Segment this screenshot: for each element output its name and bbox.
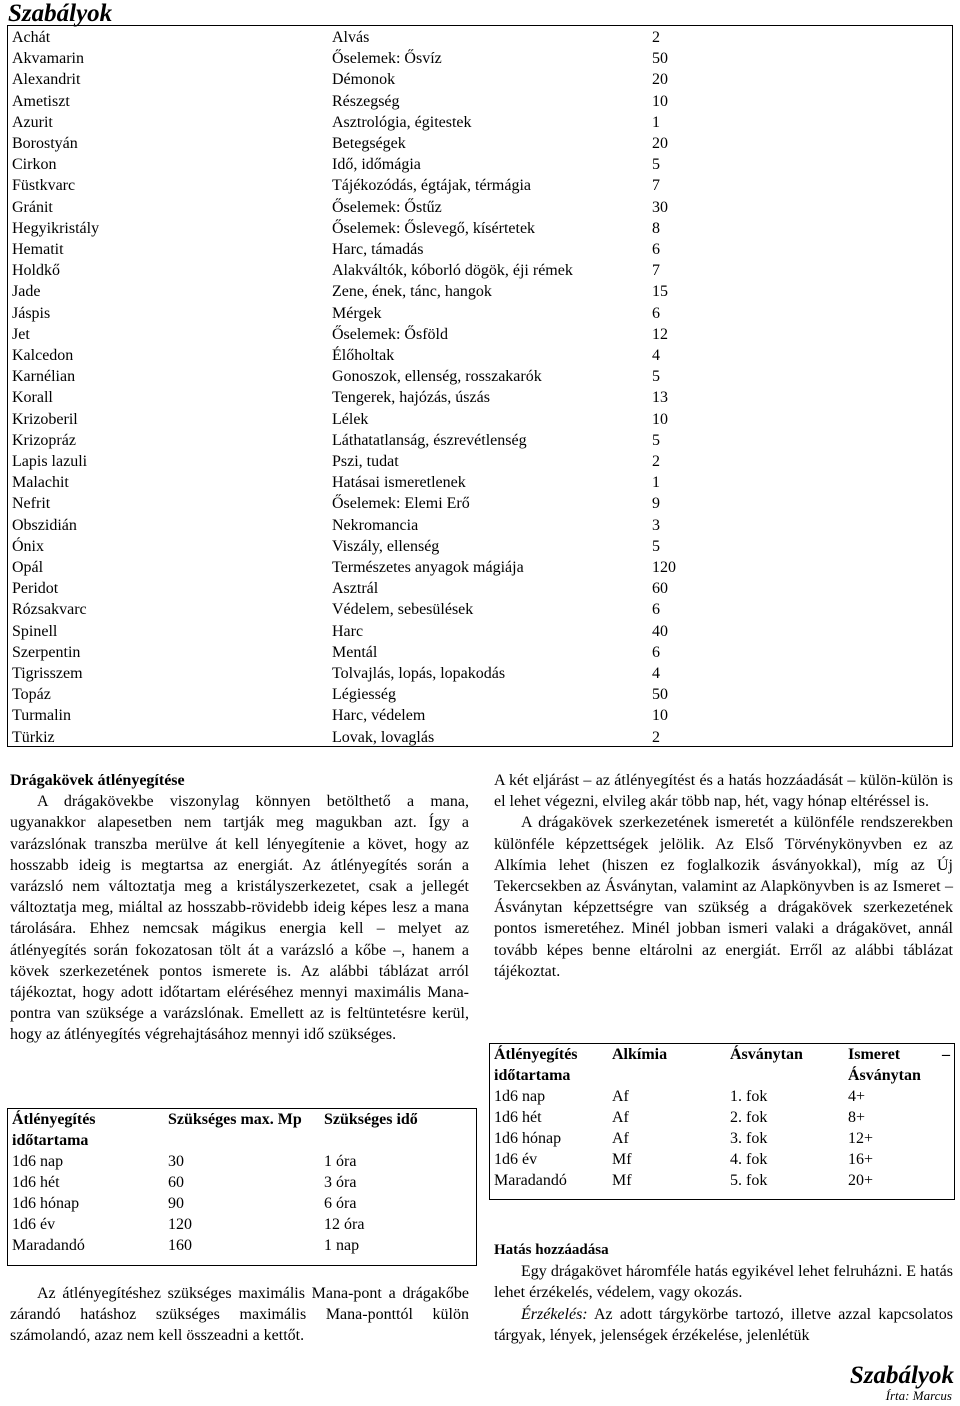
attunement-row-cell: 1d6 nap: [12, 1153, 64, 1170]
gem-domain: Védelem, sebesülések: [332, 601, 474, 619]
gem-domain: Őselemek: Őstűz: [332, 198, 442, 216]
gem-name: Achát: [12, 29, 51, 46]
knowledge-row-cell: 1d6 hét: [494, 1109, 542, 1126]
gem-name: Borostyán: [12, 135, 78, 152]
perception-label: Érzékelés:: [521, 1305, 588, 1323]
gem-value: 7: [652, 262, 660, 280]
knowledge-row-cell: 1d6 nap: [494, 1088, 546, 1105]
gem-name: Holdkő: [12, 262, 60, 280]
attunement-row-cell: Maradandó: [12, 1237, 85, 1254]
gem-name: Peridot: [12, 580, 59, 598]
knowledge-row-cell: 1d6 hónap: [494, 1130, 562, 1147]
gem-value: 20: [652, 135, 668, 152]
gem-domain: Mérgek: [332, 304, 382, 322]
gem-domain: Asztrológia, égitestek: [332, 113, 472, 131]
knowledge-row-cell: Af: [612, 1109, 629, 1126]
gem-value: 10: [652, 410, 668, 428]
gem-name: Kalcedon: [12, 347, 74, 364]
gem-value: 6: [652, 601, 660, 619]
knowledge-row-cell: 3. fok: [730, 1130, 768, 1147]
attunement-row-cell: 1d6 hét: [12, 1174, 60, 1191]
gem-domain: Harc, védelem: [332, 707, 426, 725]
gem-value: 6: [652, 304, 660, 322]
gem-name: Hematit: [12, 241, 64, 258]
gem-domain: Alvás: [332, 29, 370, 46]
gem-name: Ametiszt: [12, 92, 70, 110]
attunement-row-cell: 1d6 hónap: [12, 1195, 80, 1212]
attunement-table: [8, 1109, 476, 1256]
gem-domain: Zene, ének, tánc, hangok: [332, 283, 492, 301]
gem-name: Azurit: [12, 113, 53, 131]
knowledge-row: [490, 1086, 954, 1107]
gem-domain: Természetes anyagok mágiája: [332, 559, 524, 576]
attunement-table-header: Szükséges idő: [324, 1111, 418, 1128]
gem-name: Rózsakvarc: [12, 601, 87, 619]
gem-value: 15: [652, 283, 668, 301]
gem-name: Füstkvarc: [12, 177, 76, 195]
gem-domain: Élőholtak: [332, 347, 395, 364]
gem-name: Topáz: [12, 686, 51, 704]
gem-domain: Harc, támadás: [332, 241, 424, 258]
knowledge-table-header: Alkímia: [612, 1046, 668, 1063]
gem-value: 40: [652, 622, 668, 640]
gem-value: 1: [652, 113, 660, 131]
knowledge-row-cell: 20+: [848, 1172, 874, 1189]
gem-value: 1: [652, 474, 660, 492]
gem-value: 30: [652, 198, 668, 216]
footer-author: Írta: Marcus: [885, 1388, 952, 1403]
gem-name: Opál: [12, 559, 44, 576]
attunement-row-cell: 12 óra: [324, 1216, 365, 1233]
knowledge-row-cell: 12+: [848, 1130, 874, 1147]
attunement-paragraph: A drágakövekbe viszonylag könnyen betölthető a mana, ugyanakkor alapesetben nem tartják meg magukban azt. Így a varázslónak transzba merülve át kell lényegítenie a követ, hogy az hosszabb ideig is megtartsa az energiát. Az átlényegítés során a varázsló nem változtatja meg a kristályszerkezetet, csak a jellegét változtatja meg, miáltal az hosszabb-rövidebb ideig képes lesz a mana tárolására. Ehhez nemcsak mágikus energia kell – melyet az átlényegítés során fokozatosan tölt át a varázsló a kőbe –, hanem a kövek szerkezetének pontos ismerete is. Az alábbi táblázat arról tájékoztat, hogy adott időtartam eléréséhez mennyi maximális Mana-pontra van szüksége a varázslónak. Emellett az is feltüntetésre kerül, hogy az átlényegítés végrehajtásához mennyi idő szükséges.: [10, 793, 469, 1044]
gem-domain: Tengerek, hajózás, úszás: [332, 389, 490, 407]
gem-domain: Őselemek: Ősföld: [332, 325, 448, 343]
attunement-row: [8, 1214, 476, 1235]
gem-domain: Hatásai ismeretlenek: [332, 474, 466, 492]
gem-domain: Betegségek: [332, 135, 406, 152]
knowledge-row-cell: Af: [612, 1130, 629, 1147]
gem-value: 10: [652, 707, 668, 725]
knowledge-row-cell: Mf: [612, 1172, 632, 1189]
gem-domain: Viszály, ellenség: [332, 537, 440, 555]
attunement-row-cell: 160: [168, 1237, 192, 1254]
gem-name: Ónix: [12, 537, 44, 555]
perception-text: Az adott tárgykörbe tartozó, illetve azzal kapcsolatos tárgyak, lények, jelenségek érzékelése, jelenlétük: [494, 1305, 953, 1344]
footer-title: Szabályok: [849, 1362, 954, 1389]
gem-table: [7, 25, 953, 747]
gem-value: 12: [652, 325, 668, 343]
procedure-paragraph: A két eljárást – az átlényegítést és a hatás hozzáadását – külön-külön is el lehet végezni, elvileg akár több nap, hét, vagy hónap eltéréssel is.: [494, 772, 953, 811]
gem-name: Krizoberil: [12, 410, 78, 428]
gem-name: Spinell: [12, 622, 58, 640]
gem-value: 6: [652, 643, 660, 661]
gem-value: 60: [652, 580, 668, 598]
gem-value: 10: [652, 92, 668, 110]
attunement-row-cell: 1 nap: [324, 1237, 360, 1254]
gem-name: Hegyikristály: [12, 219, 100, 237]
gem-value: 2: [652, 728, 660, 746]
attunement-row-cell: 1 óra: [324, 1153, 357, 1170]
gem-domain: Őselemek: Elemi Erő: [332, 495, 470, 513]
gem-value: 5: [652, 156, 660, 174]
gem-domain: Démonok: [332, 71, 396, 89]
left-column: [10, 770, 469, 1046]
gem-name: Malachit: [12, 474, 69, 492]
attunement-row-cell: 3 óra: [324, 1174, 357, 1191]
gem-domain: Asztrál: [332, 580, 379, 598]
knowledge-row: [490, 1128, 954, 1149]
gem-domain: Részegség: [332, 92, 400, 110]
attunement-row-cell: 90: [168, 1195, 184, 1212]
knowledge-row-cell: 1. fok: [730, 1088, 768, 1105]
gem-name: Gránit: [12, 198, 53, 216]
gem-name: Alexandrit: [12, 71, 81, 89]
attunement-table-box: [7, 1108, 477, 1266]
gem-name: Korall: [12, 389, 53, 407]
knowledge-row-cell: 2. fok: [730, 1109, 768, 1126]
gem-domain: Lélek: [332, 410, 369, 428]
gem-name: Türkiz: [12, 728, 55, 746]
knowledge-row-cell: 16+: [848, 1151, 874, 1168]
attunement-row-cell: 1d6 év: [12, 1216, 56, 1233]
gem-name: Krizopráz: [12, 431, 76, 449]
gem-name: Lapis lazuli: [12, 453, 88, 470]
gem-domain: Láthatatlanság, észrevétlenség: [332, 431, 527, 449]
knowledge-row-cell: 8+: [848, 1109, 866, 1126]
knowledge-row-cell: Maradandó: [494, 1172, 567, 1189]
knowledge-table: [490, 1044, 954, 1191]
gem-value: 2: [652, 453, 660, 470]
gem-name: Jade: [12, 283, 41, 301]
gem-value: 6: [652, 241, 660, 258]
gem-value: 7: [652, 177, 660, 195]
gem-value: 5: [652, 431, 660, 449]
gem-domain: Idő, időmágia: [332, 156, 421, 174]
gem-name: Obszidián: [12, 516, 77, 534]
knowledge-row-cell: 5. fok: [730, 1172, 768, 1189]
knowledge-row-cell: Af: [612, 1088, 629, 1105]
effect-section: [494, 1240, 953, 1346]
knowledge-table-header: Ásványtan: [730, 1046, 803, 1063]
gem-domain: Tájékozódás, égtájak, térmágia: [332, 177, 532, 195]
attunement-row: [8, 1151, 476, 1172]
knowledge-row: [490, 1149, 954, 1170]
gem-name: Jet: [12, 325, 30, 343]
gem-domain: Alakváltók, kóborló dögök, éji rémek: [332, 262, 573, 280]
perception-paragraph: [494, 1304, 953, 1346]
gem-value: 4: [652, 347, 660, 364]
gem-value: 5: [652, 537, 660, 555]
attunement-row-cell: 60: [168, 1174, 184, 1191]
knowledge-row: [490, 1170, 954, 1191]
gem-name: Tigrisszem: [12, 665, 83, 682]
gem-value: 5: [652, 368, 660, 386]
gem-value: 20: [652, 71, 668, 89]
knowledge-table-box: [489, 1043, 955, 1200]
knowledge-table-header: Átlényegítés időtartama: [494, 1046, 578, 1084]
gem-value: 120: [652, 559, 676, 576]
attunement-table-header: Szükséges max. Mp: [168, 1111, 302, 1128]
attunement-row-cell: 6 óra: [324, 1195, 357, 1212]
gem-domain: Mentál: [332, 643, 378, 661]
gem-name: Karnélian: [12, 368, 76, 386]
gem-domain: Nekromancia: [332, 516, 419, 534]
knowledge-paragraph: A drágakövek szerkezetének ismeretét a különféle rendszerekben különféle képzettségek jelölik. Az Első Törvénykönyvben ez az Alkímia lehet (hiszen ez foglalkozik ásványokkal), míg az Új Tekercsekben az Ásványtan, valamint az Alapkönyvben is az Ismeret – Ásványtan képzettségre van szükség a drágakövek szerkezetének pontos ismeretéhez. Minél jobban ismeri valaki a drágakövet, annál tovább képes benne eltárolni az energiát. Erről az alábbi táblázat tájékoztat.: [494, 814, 953, 980]
attunement-row: [8, 1172, 476, 1193]
knowledge-row-cell: Mf: [612, 1151, 632, 1168]
gem-name: Jáspis: [12, 304, 51, 322]
attunement-row: [8, 1235, 476, 1256]
gem-name: Szerpentin: [12, 643, 81, 661]
attunement-table-header: Átlényegítés időtartama: [12, 1111, 96, 1149]
gem-value: 4: [652, 665, 660, 682]
section-heading-attunement: Drágakövek átlényegítése: [10, 772, 185, 789]
gem-name: Akvamarin: [12, 50, 84, 68]
right-column: [494, 770, 953, 982]
section-heading-effect: Hatás hozzáadása: [494, 1242, 609, 1258]
gem-value: 9: [652, 495, 660, 513]
gem-name: Nefrit: [12, 495, 51, 513]
gem-domain: Tolvajlás, lopás, lopakodás: [332, 665, 506, 682]
attunement-row: [8, 1193, 476, 1214]
gem-domain: Gonoszok, ellenség, rosszakarók: [332, 368, 542, 386]
gem-value: 13: [652, 389, 668, 407]
attunement-note: [10, 1283, 469, 1347]
gem-value: 50: [652, 686, 668, 704]
gem-domain: Őselemek: Őslevegő, kísértetek: [332, 219, 536, 237]
attunement-row-cell: 120: [168, 1216, 192, 1233]
knowledge-row-cell: 4. fok: [730, 1151, 768, 1168]
gem-domain: Őselemek: Ősvíz: [332, 50, 442, 68]
gem-value: 8: [652, 219, 660, 237]
effect-paragraph: Egy drágakövet háromféle hatás egyikével lehet felruházni. E hatás lehet érzékelés, védelem, vagy okozás.: [494, 1263, 953, 1302]
gem-domain: Pszi, tudat: [332, 453, 399, 470]
gem-domain: Lovak, lovaglás: [332, 728, 435, 746]
attunement-note-text: Az átlényegítéshez szükséges maximális Mana-pont a drágakőbe zárandó hatáshoz szükséges maximális Mana-ponttól külön számolandó, azaz nem kell összeadni a kettőt.: [10, 1285, 469, 1345]
gem-name: Turmalin: [12, 707, 71, 725]
page-title: Szabályok: [8, 0, 113, 27]
gem-value: 3: [652, 516, 660, 534]
knowledge-row-cell: 4+: [848, 1088, 866, 1105]
gem-domain: Légiesség: [332, 686, 396, 704]
knowledge-table-header: Ismeret – Ásványtan: [848, 1046, 950, 1084]
knowledge-row-cell: 1d6 év: [494, 1151, 538, 1168]
gem-value: 50: [652, 50, 668, 68]
gem-name: Cirkon: [12, 156, 57, 174]
knowledge-row: [490, 1107, 954, 1128]
gem-domain: Harc: [332, 622, 364, 640]
attunement-row-cell: 30: [168, 1153, 184, 1170]
gem-value: 2: [652, 29, 660, 46]
